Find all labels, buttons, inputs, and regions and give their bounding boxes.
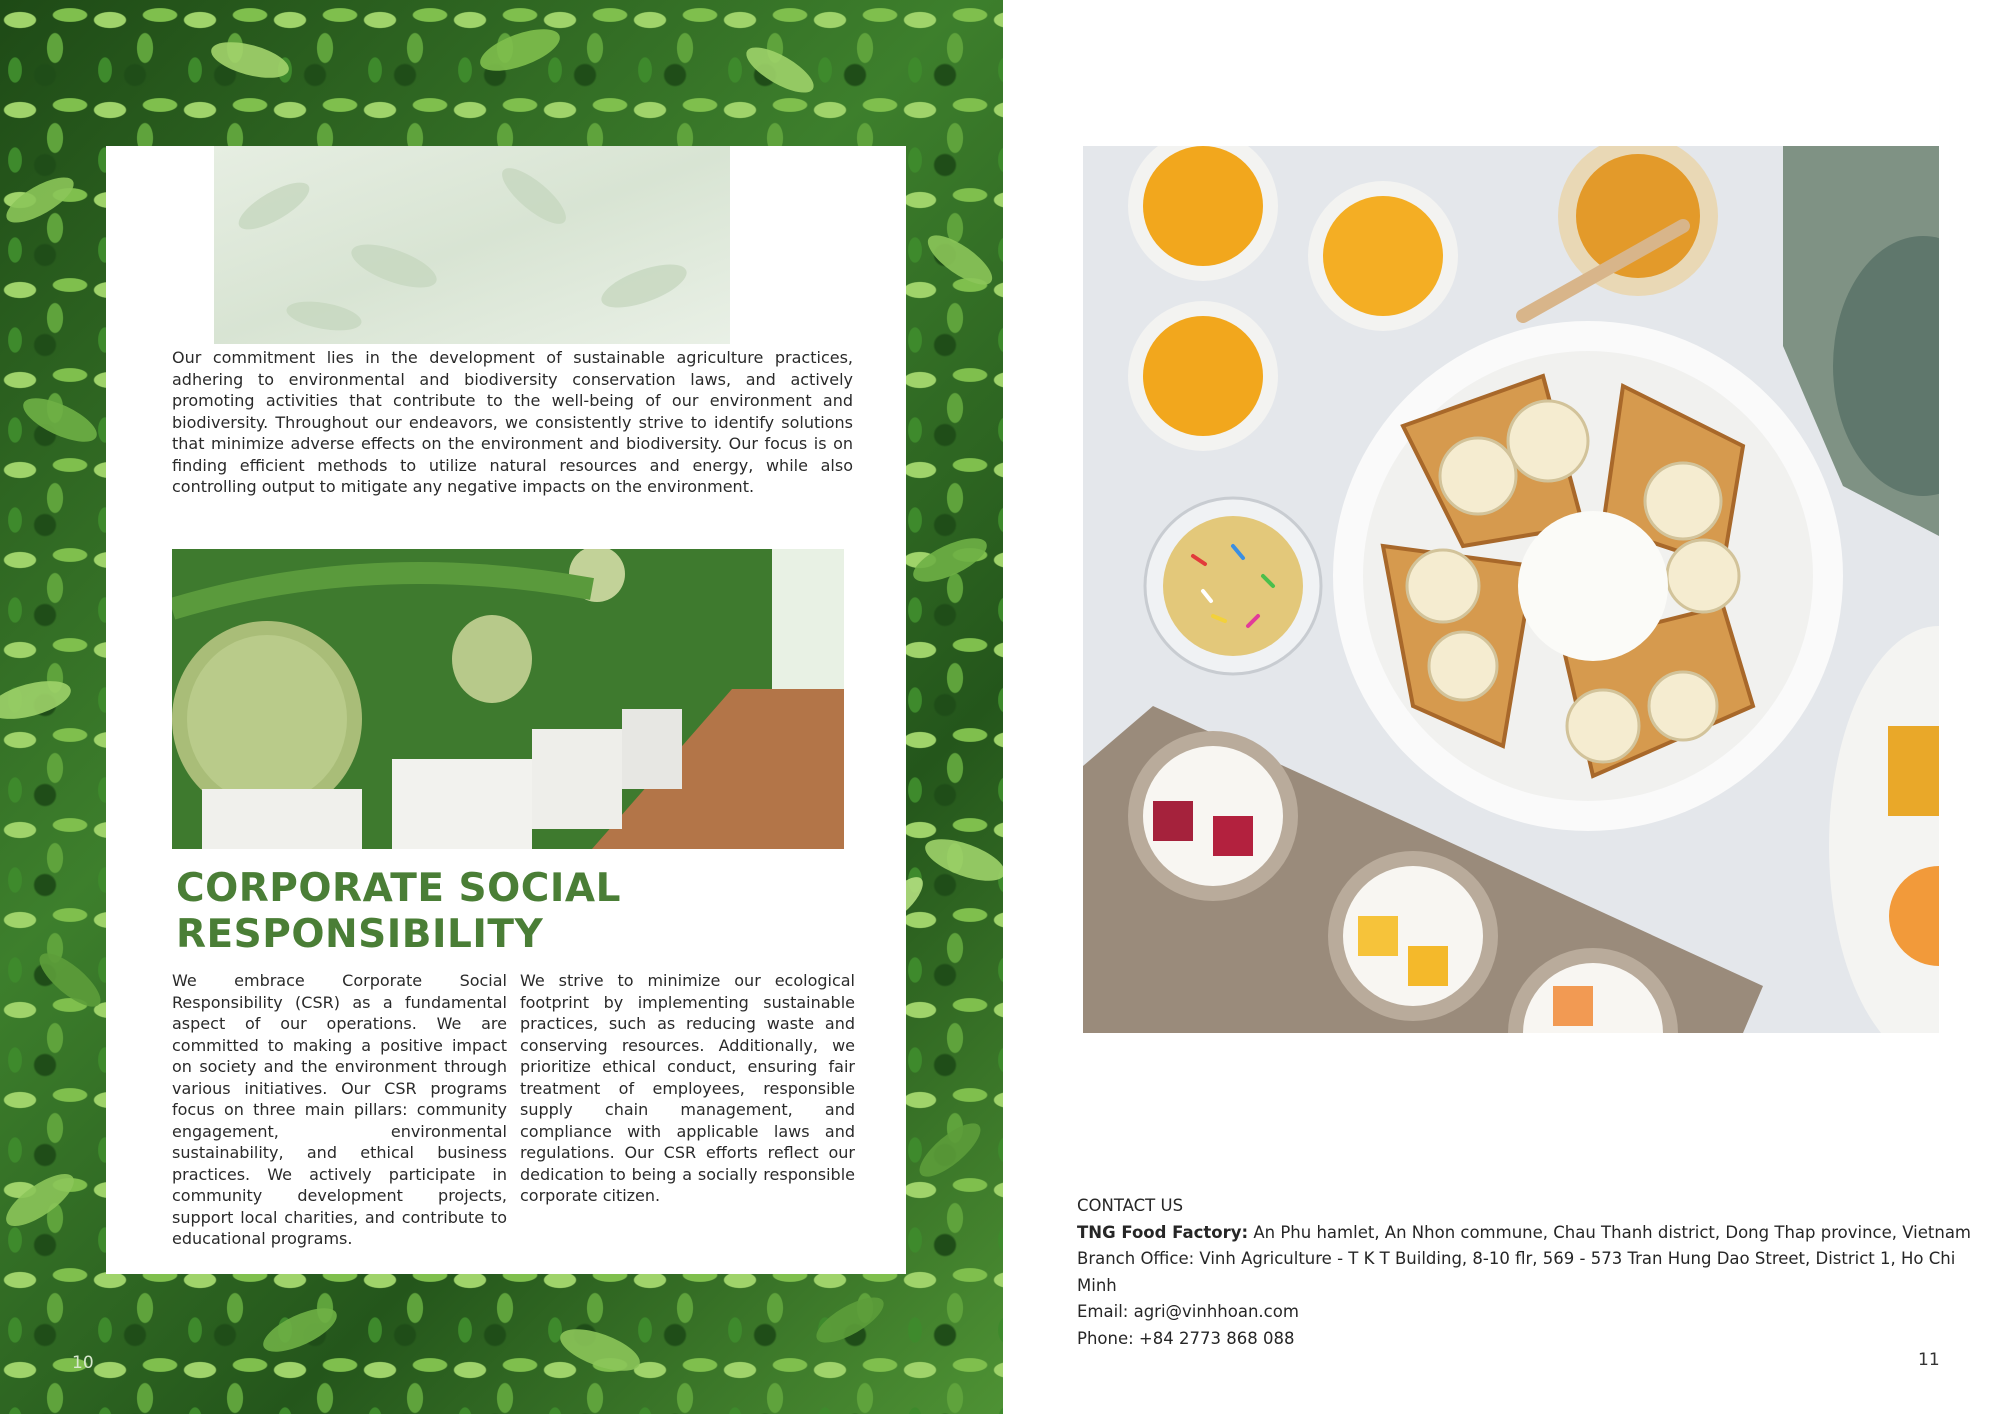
branch-office-line: Branch Office: Vinh Agriculture - T K T Building, 8-10 flr, 569 - 573 Tran Hung Dao Street, District 1, Ho Chi Minh — [1077, 1249, 1956, 1295]
page-number-left: 10 — [72, 1353, 94, 1373]
contact-heading: CONTACT US — [1077, 1196, 1184, 1215]
phone-line[interactable]: Phone: +84 2773 868 088 — [1077, 1328, 1295, 1348]
melon-greenhouse-image — [172, 549, 844, 849]
csr-heading-line1: CORPORATE SOCIAL — [176, 866, 621, 911]
waffle-dessert-image — [1083, 146, 1939, 1033]
sustainability-intro-paragraph: Our commitment lies in the development of sustainable agriculture practices, adhering to environmental and biodiversity conservation laws, and actively promoting activities that contribute to the well-being of our environment and biodiversity. Throughout our endeavors, we consistently strive to identify solutions that minimize adverse effects on the environment and biodiversity. Our focus is on finding efficient methods to utilize natural resources and energy, while also controlling output to mitigate any negative impacts on the environment. — [172, 348, 853, 496]
csr-heading-line2: RESPONSIBILITY — [176, 912, 544, 957]
faded-leaves-image — [214, 146, 730, 344]
csr-column-2: We strive to minimize our ecological footprint by implementing sustainable practices, such as reducing waste and conserving resources. Additionally, we prioritize ethical conduct, ensuring fair treatment of employees, responsible supply chain management, and compliance with applicable laws and regulations. Our CSR efforts reflect our dedication to being a socially responsible corporate citizen. — [520, 971, 855, 1205]
factory-address-line — [1077, 1220, 1977, 1247]
factory-label: TNG Food Factory: — [1077, 1222, 1249, 1242]
page-number-right: 11 — [1918, 1350, 1940, 1370]
contact-block — [1077, 1193, 1977, 1352]
csr-heading — [176, 866, 676, 958]
csr-column-1: We embrace Corporate Social Responsibility (CSR) as a fundamental aspect of our operations. We are committed to making a positive impact on society and the environment through various initiatives. Our CSR programs focus on three main pillars: community engagement, environmental sustainability, and ethical business practices. We actively participate in community development projects, support local charities, and contribute to educational programs. — [172, 971, 507, 1248]
email-line[interactable]: Email: agri@vinhhoan.com — [1077, 1302, 1299, 1321]
factory-address: An Phu hamlet, An Nhon commune, Chau Thanh district, Dong Thap province, Vietnam — [1248, 1222, 1972, 1242]
